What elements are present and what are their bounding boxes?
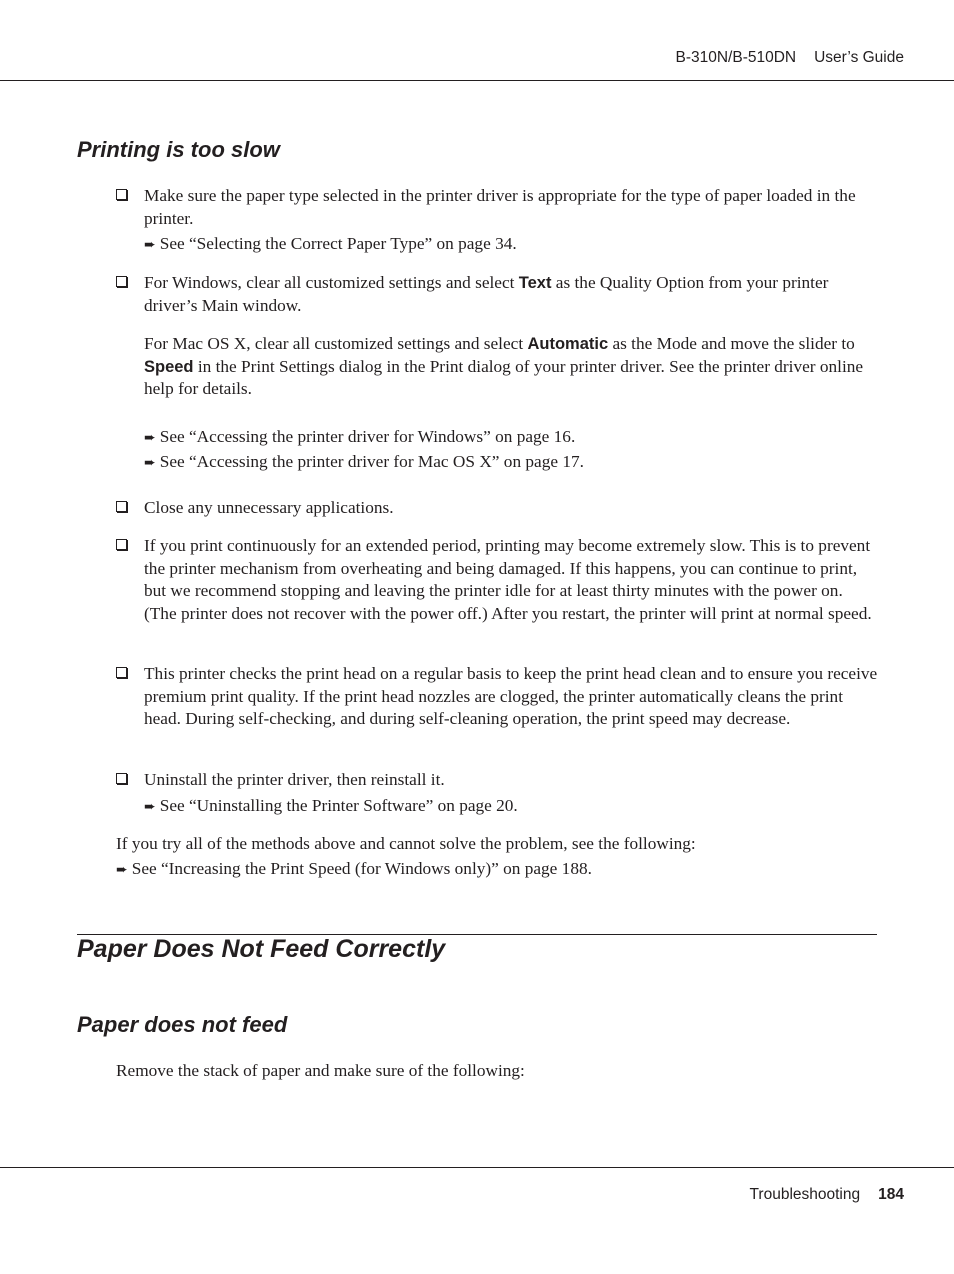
checkbox-bullet-icon (116, 539, 127, 550)
cross-reference-link[interactable]: ➨ See “Accessing the printer driver for Mac OS X” on page 17. (144, 452, 584, 471)
closing-text: If you try all of the methods above and cannot solve the problem, see the following: (116, 834, 696, 853)
keyword-automatic: Automatic (527, 335, 609, 353)
arrow-right-icon: ➨ (144, 431, 156, 446)
list-item-text: Close any unnecessary applications. (144, 498, 394, 517)
arrow-right-icon: ➨ (144, 799, 156, 815)
section-title-printing-slow: Printing is too slow (77, 137, 280, 162)
list-item (116, 272, 878, 317)
arrow-right-icon: ➨ (144, 456, 156, 471)
list-item-text: If you print continuously for an extended period, printing may become extremely slow. This is to prevent the printer mechanism from overheating and being damaged. If this happens, you can continue to print, but we recommend stopping and leaving the printer idle for at least thirty minutes with the power on. (The printer does not recover with the power off.) After you restart, the printer will print at normal speed. (144, 536, 872, 623)
list-item-text: Uninstall the printer driver, then reinstall it. (144, 770, 445, 789)
page-number: 184 (878, 1186, 904, 1203)
body-text: Remove the stack of paper and make sure of the following: (116, 1061, 525, 1080)
header-rule (0, 80, 954, 81)
cross-reference-link[interactable]: ➨ See “Increasing the Print Speed (for Windows only)” on page 188. (116, 859, 592, 878)
list-item-text: Make sure the paper type selected in the printer driver is appropriate for the type of paper loaded in the printer. (144, 186, 856, 228)
footer-rule (0, 1167, 954, 1168)
section-title-paper-feed: Paper Does Not Feed Correctly (77, 935, 446, 963)
checkbox-bullet-icon (116, 276, 127, 287)
list-item (116, 497, 878, 520)
list-item (116, 769, 878, 820)
arrow-right-icon: ➨ (116, 863, 128, 878)
keyword-text: Text (518, 274, 552, 292)
list-item-paragraph: For Mac OS X, clear all customized settings and select Automatic as the Mode and move the slider to Speed in the Print Settings dialog in the Print dialog of your printer driver. See the printer driver online help for details. (144, 334, 864, 398)
header-model: B-310N/B-510DN (675, 49, 797, 66)
cross-reference-link[interactable]: ➨ See “Uninstalling the Printer Software” on page 20. (144, 795, 518, 815)
page-footer (750, 1186, 904, 1204)
cross-reference-link[interactable]: ➨ See “Selecting the Correct Paper Type” on page 34. (144, 234, 517, 253)
list-item (116, 535, 878, 625)
section-title-paper-no-feed: Paper does not feed (77, 1012, 288, 1037)
list-item-text: For Windows, clear all customized settings and select Text as the Quality Option from your printer driver’s Main window. (144, 273, 829, 315)
checkbox-bullet-icon (116, 773, 127, 784)
arrow-right-icon: ➨ (144, 238, 156, 253)
list-item (116, 663, 878, 731)
checkbox-bullet-icon (116, 189, 127, 200)
footer-section: Troubleshooting (749, 1186, 861, 1203)
list-item-text: This printer checks the print head on a regular basis to keep the print head clean and to ensure you receive premium print quality. If the print head nozzles are clogged, the printer automatically cleans the print head. During self-checking, and during self-cleaning operation, the print speed may decrease. (144, 664, 878, 728)
page-header (676, 49, 905, 67)
checkbox-bullet-icon (116, 501, 127, 512)
header-guide: User’s Guide (814, 49, 904, 66)
checkbox-bullet-icon (116, 667, 127, 678)
list-item (116, 185, 878, 258)
keyword-speed: Speed (144, 357, 194, 376)
cross-reference-link[interactable]: ➨ See “Accessing the printer driver for Windows” on page 16. (144, 427, 576, 446)
